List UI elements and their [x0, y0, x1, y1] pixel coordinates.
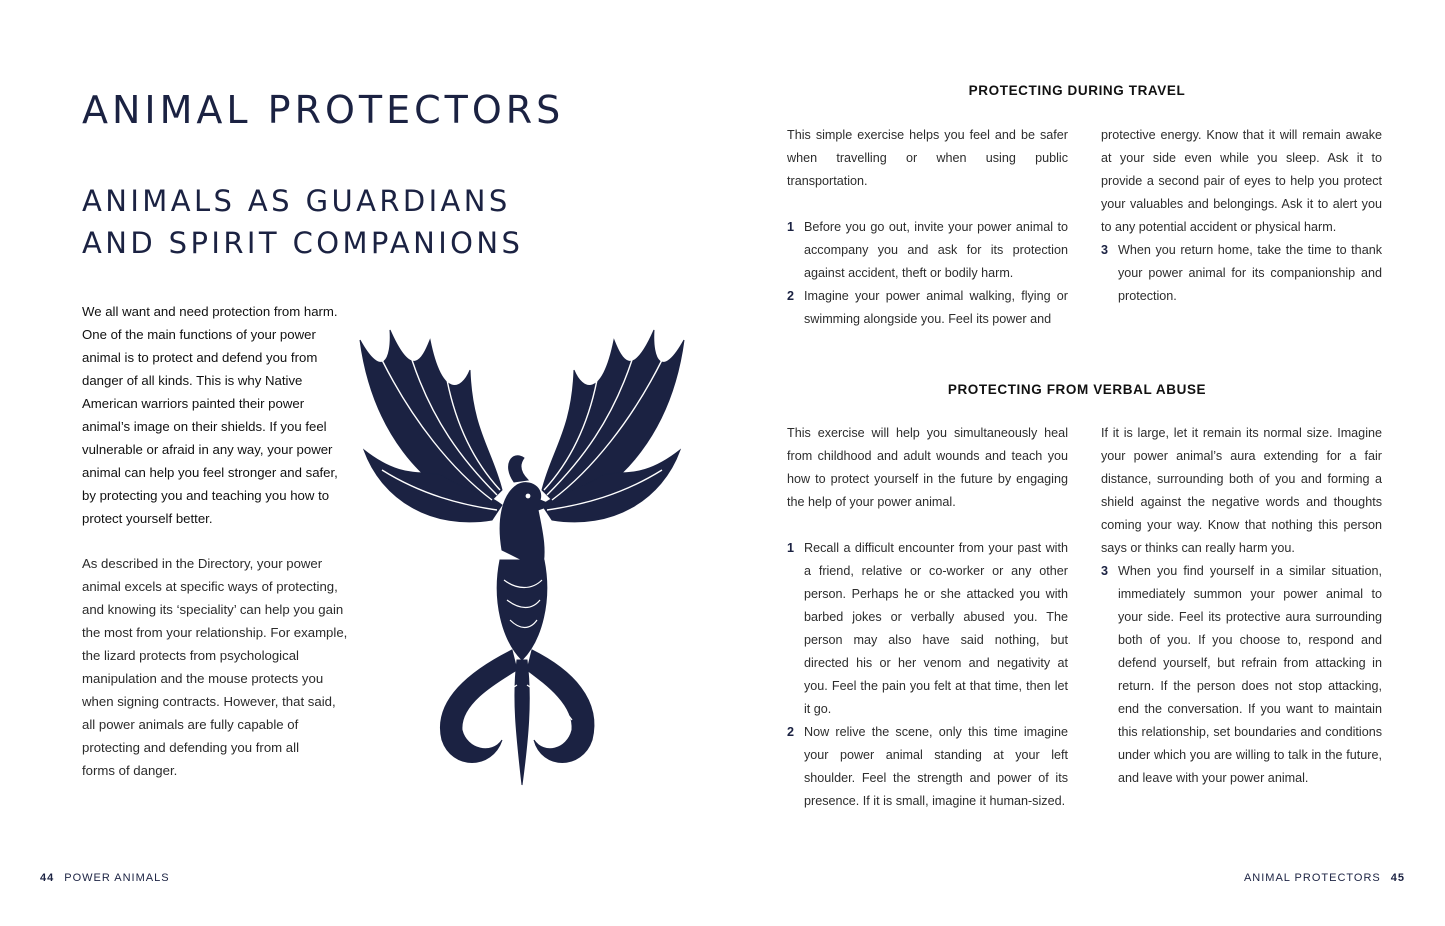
intro-line: One of the main functions of your power: [82, 327, 316, 342]
verbal-step-2: 2 Now relive the scene, only this time imagine your power animal standing at your left shoulder. Feel the strength and power of its presence. If it is small, imagine it human-sized.: [787, 725, 1068, 808]
verbal-step-1: 1 Recall a difficult encounter from your past with a friend, relative or co-worker or any other person. Perhaps he or she attacked you with barbed jokes or verbally abused you. The person may also have said nothing, but directed his or her venom and negativity at you. Feel the pain you felt at that time, then let it go.: [787, 541, 1068, 716]
verbal-heading: PROTECTING FROM VERBAL ABUSE: [947, 382, 1207, 397]
verbal-column-2: [1101, 422, 1382, 790]
intro-paragraph: [82, 300, 362, 530]
right-footer: [1244, 872, 1405, 884]
intro-line: by protecting you and teaching you how to: [82, 488, 330, 503]
body-line: when signing contracts. However, that said,: [82, 694, 336, 709]
travel-step-3: 3 When you return home, take the time to thank your power animal for its companionship and protection.: [1101, 243, 1382, 303]
body-line: all power animals are fully capable of: [82, 717, 299, 732]
left-footer: [40, 872, 170, 884]
right-page: [723, 0, 1445, 926]
travel-intro: This simple exercise helps you feel and be safer when travelling or when using public transportation.: [787, 128, 1068, 188]
running-title: POWER ANIMALS: [64, 872, 170, 884]
verbal-intro: This exercise will help you simultaneously heal from childhood and adult wounds and teach you how to protect yourself in the future by engaging the help of your power animal.: [787, 426, 1068, 509]
intro-line: protect yourself better.: [82, 511, 213, 526]
body-line: protecting and defending you from all: [82, 740, 300, 755]
travel-heading: PROTECTING DURING TRAVEL: [968, 83, 1186, 98]
body-line: and knowing its ‘speciality’ can help you gain: [82, 602, 344, 617]
body-line: animal excels at specific ways of protecting,: [82, 579, 338, 594]
body-line: As described in the Directory, your power: [82, 556, 323, 571]
phoenix-icon: [352, 300, 692, 790]
body-line: the lizard protects from psychological: [82, 648, 299, 663]
intro-line: animal is to protect and defend you from: [82, 350, 318, 365]
intro-line: vulnerable or afraid in any way, your power: [82, 442, 333, 457]
intro-line: We all want and need protection from harm.: [82, 304, 338, 319]
verbal-step-3: 3 When you find yourself in a similar situation, immediately summon your power animal to your side. Feel its protective aura surrounding both of you. If you choose to, respond and defend yourself, but refrain from attacking in return. If the person does not stop attacking, end the conversation. If you want to maintain this relationship, set boundaries and conditions under which you are willing to talk in the future, and leave with your power animal.: [1101, 564, 1382, 785]
intro-line: animal can help you feel stronger and safer,: [82, 465, 338, 480]
subtitle-line-2: AND SPIRIT COMPANIONS: [82, 226, 524, 260]
verbal-column-1: [787, 422, 1068, 813]
body-line: the most from your relationship. For example,: [82, 625, 348, 640]
travel-step-1: 1 Before you go out, invite your power animal to accompany you and ask for its protection against accident, theft or bodily harm.: [787, 220, 1068, 280]
intro-line: American warriors painted their power: [82, 396, 305, 411]
page-title: ANIMAL PROTECTORS: [82, 88, 565, 132]
travel-step-2: 2 Imagine your power animal walking, flying or swimming alongside you. Feel its power and: [787, 289, 1068, 326]
body-paragraph: [82, 552, 372, 782]
body-line: manipulation and the mouse protects you: [82, 671, 324, 686]
travel-column-2: [1101, 124, 1382, 308]
intro-line: animal’s image on their shields. If you feel: [82, 419, 327, 434]
page-number: 45: [1390, 872, 1405, 884]
page-number: 44: [40, 872, 55, 884]
section-subtitle: [82, 180, 562, 264]
travel-column-1: [787, 124, 1068, 331]
verbal-step-2-continued: If it is large, let it remain its normal size. Imagine your power animal’s aura extending for a fair distance, surrounding both of you and forming a shield against the negative words and thoughts coming your way. Know that nothing this person says or thinks can really harm you.: [1101, 426, 1382, 555]
body-line: forms of danger.: [82, 763, 178, 778]
travel-step-2-continued: protective energy. Know that it will remain awake at your side even while you sleep. Ask it to provide a second pair of eyes to help you protect your valuables and belongings. Ask it to alert you to any potential accident or physical harm.: [1101, 128, 1382, 234]
left-page: [0, 0, 722, 926]
intro-line: danger of all kinds. This is why Native: [82, 373, 303, 388]
running-title: ANIMAL PROTECTORS: [1243, 872, 1381, 884]
subtitle-line-1: ANIMALS AS GUARDIANS: [82, 184, 511, 218]
